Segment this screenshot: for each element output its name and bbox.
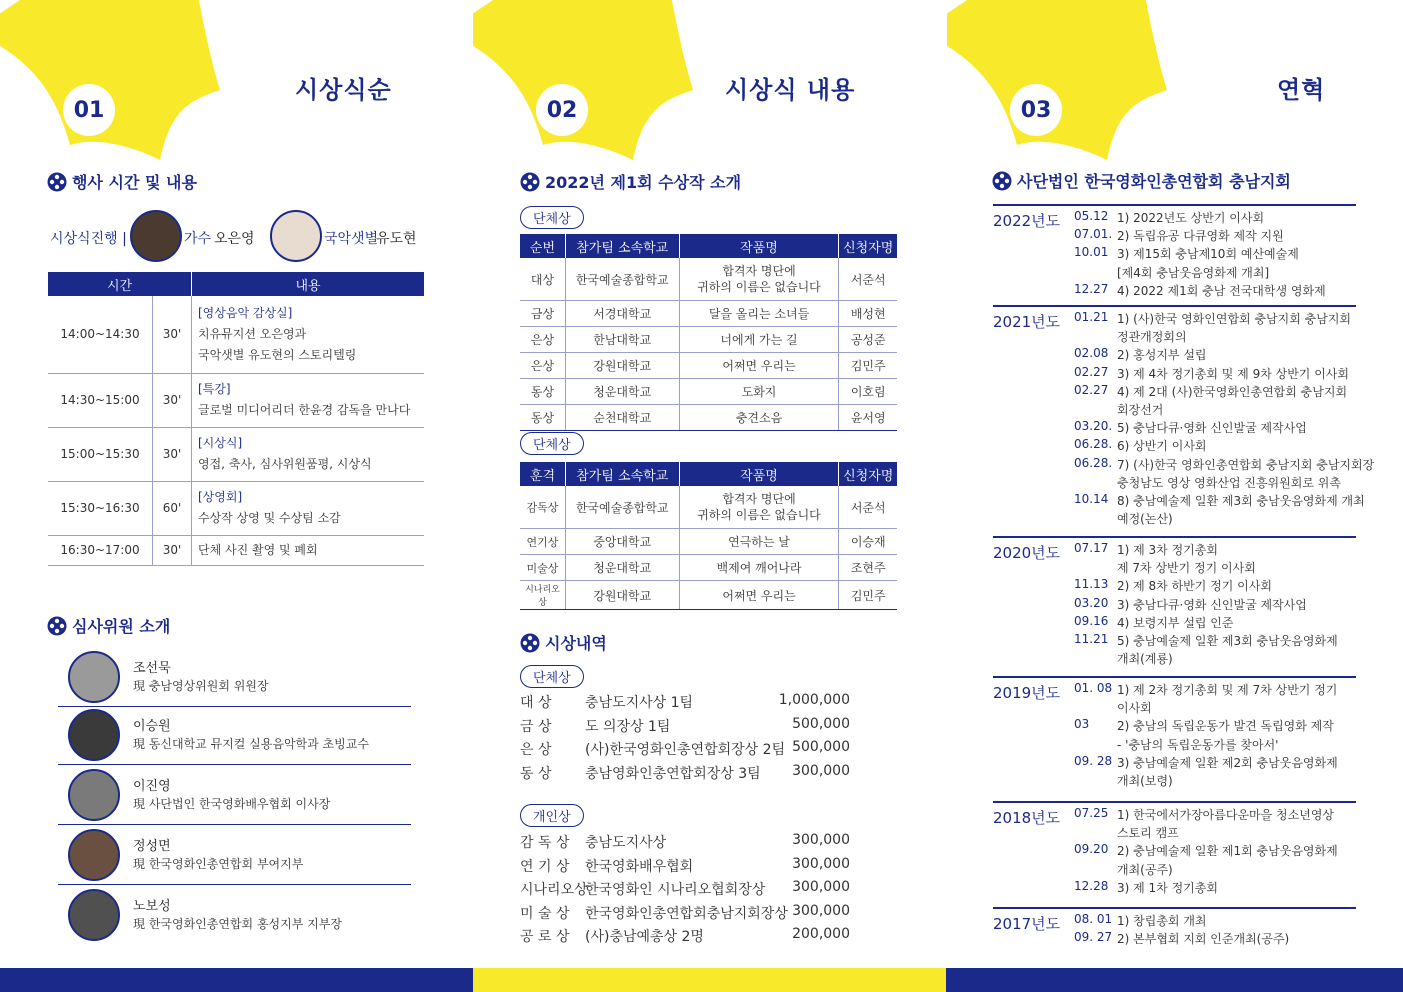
judge-item (58, 706, 411, 765)
entry-date: 07.17 (1074, 541, 1109, 555)
prize-row (520, 926, 850, 948)
rank-cell: 은상 (520, 327, 565, 353)
rank-cell: 연기상 (520, 529, 565, 555)
table-row (48, 535, 424, 565)
content-cell (192, 481, 425, 535)
panel-number: 01 (63, 84, 115, 136)
title-cell: 어쩌면 우리는 (679, 353, 839, 379)
title-line: 합격자 명단에 (722, 492, 796, 506)
content-cell (192, 373, 425, 427)
history-year-block (993, 305, 1375, 531)
entry-date: 08. 01 (1074, 912, 1113, 926)
table-row (520, 258, 897, 301)
entry-text: 3) 제 4차 정기총회 및 제 9차 상반기 이사회 (1117, 366, 1349, 381)
title-cell: 연극하는 날 (679, 529, 839, 555)
content-cell (192, 535, 425, 565)
entry-date: 12.28 (1074, 878, 1109, 893)
section-title: 시상내역 (545, 634, 607, 653)
table-header: 훈격 (520, 462, 565, 486)
history-year-block (993, 907, 1356, 951)
entry-text: 8) 충남예술제 일환 제3회 충남웃음영화제 개최 (1117, 494, 1365, 508)
entry-text: 2) 충남예술제 일환 제1회 충남웃음영화제 (1117, 844, 1338, 859)
duration-cell: 30' (153, 373, 192, 427)
entry-text: 제 7차 상반기 정기 이사회 (1117, 561, 1256, 576)
avatar (68, 651, 120, 703)
entry-date: 03 (1074, 717, 1090, 732)
category-pill: 개인상 (520, 804, 584, 827)
prize-name: 은 상 (520, 742, 552, 758)
title-line: 귀하의 이름은 없습니다 (697, 508, 821, 522)
avatar (270, 210, 322, 262)
applicant-cell: 이호림 (839, 379, 897, 405)
judge-role: 現 한국영화인총연합회 홍성지부 지부장 (133, 917, 342, 931)
history-year-block (993, 676, 1356, 793)
film-reel-icon (992, 171, 1012, 191)
table-row (48, 296, 424, 373)
prize-amount: 200,000 (792, 926, 850, 942)
history-year-block (993, 204, 1356, 303)
entry-text: 2) 본부협회 지회 인준개최(공주) (1117, 932, 1290, 947)
entry-text: 스토리 캠프 (1117, 826, 1179, 841)
title-cell (679, 486, 839, 529)
judge-item (58, 766, 411, 825)
entry-text: 5) 충남다큐·영화 신인발굴 제작사업 (1117, 421, 1307, 436)
entry-text: 2) 충남의 독립운동가 발견 독립영화 제작 (1117, 719, 1334, 734)
table-row (520, 353, 897, 379)
prize-name: 금 상 (520, 718, 552, 735)
school-cell: 청운대학교 (565, 555, 679, 581)
school-cell: 한국예술종합학교 (565, 486, 679, 529)
entry-date: 01.21 (1074, 310, 1109, 324)
rank-cell: 은상 (520, 353, 565, 379)
prize-row (520, 879, 850, 901)
entry-text: 개최(계룡) (1117, 652, 1173, 667)
section-title: 2022년 제1회 수상작 소개 (545, 173, 742, 192)
entry-date: 12.27 (1074, 281, 1109, 296)
table-header: 참가팀 소속학교 (565, 234, 679, 258)
entry-date: 02.27 (1074, 364, 1109, 379)
prize-name: 공 로 상 (520, 929, 570, 945)
table-header: 작품명 (679, 462, 839, 486)
entry-date: 05.12 (1074, 209, 1109, 223)
section-title: 심사위원 소개 (72, 617, 171, 636)
content-title: [특강] (198, 382, 231, 396)
applicant-cell: 윤서영 (839, 405, 897, 431)
film-reel-icon (520, 172, 540, 192)
host1-name: 오은영 (214, 231, 255, 247)
entry-date: 03.20. (1074, 419, 1113, 434)
entry-date: 03.20 (1074, 595, 1109, 610)
applicant-cell: 공성준 (839, 327, 897, 353)
entry-text: 개최(공주) (1117, 862, 1173, 877)
avatar (68, 829, 120, 881)
prize-row (520, 903, 850, 925)
entry-text: 4) 2022 제1회 충남 전국대학생 영화제 (1117, 283, 1326, 298)
judge-role: 現 사단법인 한국영화배우협회 이사장 (133, 797, 331, 811)
prize-amount: 1,000,000 (778, 692, 850, 708)
content-line: 국악샛별 유도현의 스토리텔링 (198, 347, 357, 362)
award-table-1 (520, 234, 897, 431)
history-year-block (993, 536, 1356, 671)
prize-name: 감 독 상 (520, 835, 570, 851)
table-header: 신청자명 (839, 234, 897, 258)
content-line: 단체 사진 촬영 및 폐회 (198, 542, 318, 557)
entry-date: 11.21 (1074, 632, 1109, 646)
rank-cell: 동상 (520, 379, 565, 405)
content-title: [영상음악 감상실] (198, 305, 293, 320)
table-header: 순번 (520, 234, 565, 258)
title-cell: 달을 올리는 소녀들 (679, 301, 839, 327)
entry-date: 02.08 (1074, 346, 1109, 361)
category-pill: 단체상 (520, 206, 584, 229)
rank-cell: 미술상 (520, 555, 565, 581)
rank-cell: 대상 (520, 258, 565, 301)
prize-name: 미 술 상 (520, 905, 570, 922)
entry-text: 이사회 (1117, 701, 1152, 716)
school-cell: 한국예술종합학교 (565, 258, 679, 301)
judge-item (58, 826, 411, 885)
content-line: 영접, 축사, 심사위원품평, 시상식 (198, 457, 372, 471)
section-title: 행사 시간 및 내용 (72, 173, 197, 192)
panel-program (0, 0, 467, 992)
entry-text: 2) 독립유공 다큐영화 제작 지원 (1117, 229, 1284, 244)
film-reel-icon (47, 616, 67, 636)
entry-date: 07.25 (1074, 806, 1109, 820)
entry-text: 1) 한국에서가장아름다운마을 청소년영상 (1117, 808, 1335, 822)
time-cell: 14:00~14:30 (48, 296, 153, 373)
rank-cell: 감독상 (520, 486, 565, 529)
school-cell: 한남대학교 (565, 327, 679, 353)
applicant-cell: 김민주 (839, 353, 897, 379)
judge-item (58, 648, 411, 707)
schedule-table (48, 272, 424, 566)
entry-text: 6) 상반기 이사회 (1117, 439, 1207, 454)
section-heading-schedule (47, 170, 197, 193)
table-row (520, 529, 897, 555)
prize-row (520, 692, 850, 714)
table-row (520, 581, 897, 610)
entry-text: 3) 제15회 충남제10회 예산예술제 (1117, 247, 1299, 262)
prize-row (520, 763, 850, 785)
prize-amount: 300,000 (792, 832, 850, 848)
judge-item (58, 886, 411, 944)
rank-cell: 동상 (520, 405, 565, 431)
year-label: 2017년도 (993, 915, 1061, 933)
duration-cell: 30' (153, 535, 192, 565)
avatar (68, 889, 120, 941)
school-cell: 강원대학교 (565, 581, 679, 610)
entry-date: 10.01 (1074, 245, 1109, 260)
entry-text: 1) 제 3차 정기총회 (1117, 543, 1218, 557)
section-title: 사단법인 한국영화인총연합회 충남지회 (1017, 172, 1291, 191)
entry-date: 09. 28 (1074, 753, 1113, 768)
entry-text: 3) 충남다큐·영화 신인발굴 제작사업 (1117, 597, 1307, 612)
prize-desc: (사)충남예총상 2명 (585, 929, 704, 945)
prize-desc: 도 의장상 1팀 (585, 718, 671, 735)
year-label: 2022년도 (993, 212, 1061, 230)
prize-desc: 충남도지사상 (585, 835, 667, 851)
entry-date: 02.27 (1074, 382, 1109, 397)
entry-text: 회장선거 (1117, 403, 1164, 417)
table-header: 참가팀 소속학교 (565, 462, 679, 486)
host1-role: 가수 (184, 231, 212, 247)
school-cell: 강원대학교 (565, 353, 679, 379)
panel-title: 시상식순 (295, 76, 392, 104)
panel-title: 시상식 내용 (725, 76, 856, 104)
judge-role: 現 한국영화인총연합회 부여지부 (133, 857, 304, 871)
prize-row (520, 856, 850, 878)
panel-number: 03 (1010, 84, 1062, 136)
entry-date: 06.28. (1074, 455, 1113, 470)
category-pill: 단체상 (520, 665, 584, 688)
entry-date: 11.13 (1074, 577, 1109, 592)
prize-desc: 한국영화인총연합회충남지회장상 (585, 905, 788, 922)
prize-amount: 300,000 (792, 762, 850, 779)
year-label: 2018년도 (993, 809, 1061, 827)
award-table-2 (520, 462, 897, 610)
prize-row (520, 716, 850, 738)
content-line: 글로벌 미디어리더 한윤경 감독을 만나다 (198, 403, 411, 417)
applicant-cell: 서준석 (839, 486, 897, 529)
table-row (48, 427, 424, 481)
prize-name: 동 상 (520, 765, 552, 782)
table-header: 작품명 (679, 234, 839, 258)
school-cell: 순천대학교 (565, 405, 679, 431)
prize-amount: 300,000 (792, 855, 850, 872)
content-line: 수상작 상영 및 수상팀 소감 (198, 511, 341, 525)
title-cell: 충견소음 (679, 405, 839, 431)
entry-text: - '충남의 독립운동가를 찾아서' (1117, 737, 1279, 752)
time-cell: 16:30~17:00 (48, 535, 153, 565)
entry-text: 예정(논산) (1117, 512, 1173, 527)
entry-text: 1) 창립총회 개최 (1117, 914, 1207, 928)
entry-text: 7) (사)한국 영화인총연합회 충남지회 충남지회장 (1117, 457, 1375, 472)
prize-desc: 한국영화인 시나리오협회장상 (585, 882, 766, 898)
table-row (520, 486, 897, 529)
bottom-bar-right (946, 968, 1403, 992)
prize-amount: 300,000 (792, 879, 850, 895)
table-row (520, 379, 897, 405)
year-label: 2021년도 (993, 313, 1061, 331)
entry-date: 06.28. (1074, 437, 1113, 452)
table-row (520, 555, 897, 581)
host2-role: 국악샛별 (324, 231, 379, 247)
entry-date: 01. 08 (1074, 681, 1113, 695)
entry-text: [제4회 충남웃음영화제 개최] (1117, 265, 1270, 280)
film-reel-icon (520, 633, 540, 653)
applicant-cell: 김민주 (839, 581, 897, 610)
applicant-cell: 배성현 (839, 301, 897, 327)
year-label: 2020년도 (993, 544, 1061, 562)
judge-role: 現 동신대학교 뮤지컬 실용음악학과 초빙교수 (133, 737, 369, 751)
category-pill: 단체상 (520, 432, 584, 455)
school-cell: 청운대학교 (565, 379, 679, 405)
panel-number: 02 (536, 84, 588, 136)
judge-name: 이승원 (133, 719, 171, 734)
table-row (520, 327, 897, 353)
rank-cell: 금상 (520, 301, 565, 327)
duration-cell: 60' (153, 481, 192, 535)
prize-amount: 500,000 (792, 715, 850, 732)
applicant-cell: 서준석 (839, 258, 897, 301)
time-cell: 14:30~15:00 (48, 373, 153, 427)
duration-cell: 30' (153, 296, 192, 373)
entry-date: 10.14 (1074, 492, 1109, 506)
section-heading-prizes (520, 631, 607, 654)
school-cell: 중앙대학교 (565, 529, 679, 555)
title-cell: 너에게 가는 길 (679, 327, 839, 353)
section-heading-judges (47, 614, 170, 637)
entry-text: 5) 충남예술제 일환 제3회 충남웃음영화제 (1117, 634, 1338, 648)
title-cell (679, 258, 839, 301)
title-line: 합격자 명단에 (722, 264, 796, 278)
judge-name: 조선묵 (133, 661, 171, 676)
prize-desc: 충남영화인총연합회장상 3팀 (585, 765, 761, 782)
table-row (48, 481, 424, 535)
content-title: [상영회] (198, 490, 243, 504)
entry-text: 충청남도 영상 영화산업 진흥위원회로 위촉 (1117, 475, 1341, 490)
time-cell: 15:00~15:30 (48, 427, 153, 481)
prize-desc: (사)한국영화인총연합회장상 2팀 (585, 742, 786, 758)
panel-title: 연혁 (1277, 76, 1326, 104)
content-title: [시상식] (198, 436, 243, 450)
entry-date: 09.16 (1074, 613, 1109, 628)
prize-amount: 300,000 (792, 902, 850, 919)
avatar (68, 709, 120, 761)
host-label: 시상식진행 | (50, 231, 127, 247)
judge-role: 現 충남영상위원회 위원장 (133, 679, 269, 693)
applicant-cell: 조현주 (839, 555, 897, 581)
judge-name: 노보성 (133, 899, 171, 914)
prize-amount: 500,000 (792, 739, 850, 755)
prize-row (520, 739, 850, 761)
time-cell: 15:30~16:30 (48, 481, 153, 535)
entry-text: 1) 2022년도 상반기 이사회 (1117, 211, 1265, 225)
prize-row (520, 832, 850, 854)
host2-name: 유도현 (376, 231, 417, 247)
table-header: 시간 (48, 272, 192, 296)
applicant-cell: 이승재 (839, 529, 897, 555)
entry-text: 2) 제 8차 하반기 정기 이사회 (1117, 579, 1272, 594)
entry-text: 정관개정회의 (1117, 330, 1187, 345)
entry-text: 4) 제 2대 (사)한국영화인총연합회 충남지회 (1117, 384, 1348, 399)
title-cell: 어쩌면 우리는 (679, 581, 839, 610)
judge-name: 정성면 (133, 839, 171, 854)
table-header: 신청자명 (839, 462, 897, 486)
content-cell (192, 427, 425, 481)
title-line: 귀하의 이름은 없습니다 (697, 280, 821, 294)
bottom-bar-left (0, 968, 473, 992)
prize-name: 시나리오상 (520, 882, 588, 898)
avatar (130, 210, 182, 262)
year-label: 2019년도 (993, 684, 1061, 702)
bottom-bar-middle (473, 968, 946, 992)
entry-date: 07.01. (1074, 227, 1113, 242)
avatar (68, 769, 120, 821)
table-row (48, 373, 424, 427)
prize-desc: 한국영화배우협회 (585, 858, 694, 875)
content-cell (192, 296, 425, 373)
entry-date: 09.20 (1074, 842, 1109, 857)
judge-name: 이진영 (133, 779, 171, 794)
entry-text: 1) (사)한국 영화인연합회 충남지회 충남지회 (1117, 312, 1352, 326)
prize-desc: 충남도지사상 1팀 (585, 695, 694, 711)
table-row (520, 405, 897, 431)
school-cell: 서경대학교 (565, 301, 679, 327)
content-line: 치유뮤지션 오은영과 (198, 326, 307, 341)
prize-name: 대 상 (520, 695, 552, 711)
history-year-block (993, 801, 1356, 900)
prize-name: 연 기 상 (520, 858, 570, 875)
table-row (520, 301, 897, 327)
entry-text: 1) 제 2차 정기총회 및 제 7차 상반기 정기 (1117, 683, 1338, 697)
entry-text: 개최(보령) (1117, 774, 1173, 788)
entry-text: 4) 보령지부 설립 인준 (1117, 615, 1234, 630)
entry-date: 09. 27 (1074, 930, 1113, 945)
entry-text: 2) 홍성지부 설립 (1117, 348, 1207, 363)
entry-text: 3) 제 1차 정기총회 (1117, 880, 1218, 895)
hosts-row (50, 210, 467, 262)
rank-cell: 시나리오상 (520, 581, 565, 610)
section-heading-winners (520, 170, 741, 193)
section-heading-history (992, 169, 1291, 192)
film-reel-icon (47, 172, 67, 192)
duration-cell: 30' (153, 427, 192, 481)
table-header: 내용 (192, 272, 425, 296)
entry-text: 3) 충남예술제 일환 제2회 충남웃음영화제 (1117, 755, 1338, 770)
title-cell: 백제여 깨어나라 (679, 555, 839, 581)
title-cell: 도화지 (679, 379, 839, 405)
